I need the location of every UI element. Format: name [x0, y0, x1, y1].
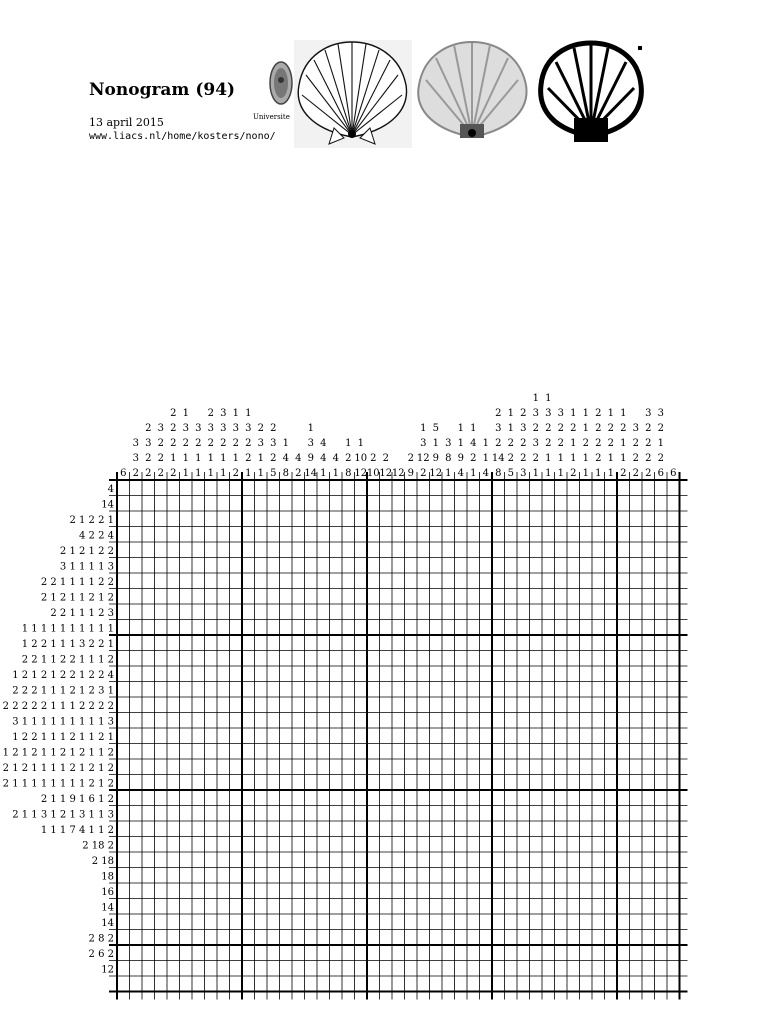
column-clue: 3	[232, 423, 239, 434]
column-clue: 1	[607, 453, 614, 464]
column-clue: 2	[495, 438, 502, 449]
column-clue: 2	[270, 423, 277, 434]
column-clue: 10	[366, 468, 380, 479]
column-clue: 3	[632, 423, 639, 434]
column-clue: 3	[132, 453, 139, 464]
column-clue: 2	[632, 438, 639, 449]
column-clue: 3	[195, 423, 202, 434]
column-clue: 9	[432, 453, 439, 464]
column-clue: 3	[207, 423, 214, 434]
column-clue: 1	[532, 468, 539, 479]
column-clue: 2	[257, 423, 264, 434]
column-clue: 3	[445, 438, 452, 449]
column-clue: 12	[416, 453, 430, 464]
row-clue: 3 1 1 1 1 1 1 1 1 1 3	[12, 716, 114, 728]
column-clue: 2	[470, 453, 477, 464]
column-clue: 14	[491, 453, 505, 464]
column-clue: 3	[557, 408, 564, 419]
column-clue: 3	[182, 423, 189, 434]
column-clue: 1	[357, 438, 364, 449]
column-clue: 5	[270, 468, 277, 479]
column-clue: 3	[545, 408, 552, 419]
row-clue: 2 6 2	[88, 948, 114, 960]
column-clue: 3	[532, 408, 539, 419]
column-clue: 9	[457, 453, 464, 464]
column-clue: 3	[257, 438, 264, 449]
column-clue: 1	[257, 453, 264, 464]
column-clue: 3	[245, 423, 252, 434]
column-clue: 2	[345, 453, 352, 464]
column-clue: 1	[657, 438, 664, 449]
column-clue: 6	[120, 468, 127, 479]
column-clue: 2	[145, 468, 152, 479]
column-clue: 1	[482, 453, 489, 464]
column-clue: 6	[670, 468, 677, 479]
url-text: www.liacs.nl/home/kosters/nono/	[89, 131, 276, 142]
column-clue: 12	[429, 468, 443, 479]
column-clue: 1	[245, 468, 252, 479]
column-clue: 2	[132, 468, 139, 479]
row-clue: 2 1 2 2 1	[69, 514, 114, 526]
column-clue: 2	[595, 423, 602, 434]
row-clue: 2 1 1 1 1 1 1 1 1 2 1 2	[2, 778, 114, 790]
column-clue: 2	[520, 453, 527, 464]
column-clue: 1	[545, 468, 552, 479]
row-clue: 1 2 1 2 1 2 2 1 2 2 4	[12, 669, 114, 681]
column-clue: 1	[607, 408, 614, 419]
row-clue: 4 2 2 4	[79, 530, 114, 542]
column-clue: 4	[470, 438, 477, 449]
column-clue: 2	[557, 423, 564, 434]
row-clue: 1 2 2 1 1 1 2 1 1 2 1	[12, 731, 114, 743]
column-clue: 1	[207, 468, 214, 479]
column-clue: 2	[507, 453, 514, 464]
column-clue: 1	[595, 468, 602, 479]
column-clue: 1	[507, 423, 514, 434]
row-clue: 16	[101, 886, 114, 898]
column-clue: 1	[620, 453, 627, 464]
column-clue: 3	[495, 423, 502, 434]
column-clue: 2	[632, 453, 639, 464]
row-clue: 2 2 2 2 2 1 1 1 2 2 2 2	[2, 700, 114, 712]
column-clue: 1	[457, 438, 464, 449]
column-clue: 2	[545, 423, 552, 434]
column-clue: 1	[232, 453, 239, 464]
column-clue: 1	[445, 468, 452, 479]
column-clue: 2	[520, 408, 527, 419]
column-clue: 1	[332, 468, 339, 479]
column-clue: 1	[432, 438, 439, 449]
column-clue: 2	[195, 438, 202, 449]
row-clue: 1 2 2 1 1 1 3 2 2 1	[21, 638, 114, 650]
column-clue: 2	[232, 468, 239, 479]
column-clue: 1	[570, 408, 577, 419]
column-clue: 3	[220, 408, 227, 419]
column-clue: 2	[182, 438, 189, 449]
column-clue: 1	[545, 453, 552, 464]
university-label: Universite	[253, 113, 290, 121]
column-clue: 1	[582, 453, 589, 464]
column-clue: 2	[532, 453, 539, 464]
column-clue: 1	[182, 408, 189, 419]
column-clue: 2	[170, 438, 177, 449]
column-clue: 1	[470, 468, 477, 479]
column-clue: 4	[295, 453, 302, 464]
row-clue: 2 2 1 1 1 2 3	[50, 607, 114, 619]
column-clue: 3	[145, 438, 152, 449]
column-clue: 4	[332, 453, 339, 464]
row-clue: 14	[101, 499, 114, 511]
column-clue: 1	[195, 453, 202, 464]
date-text: 13 april 2015	[89, 116, 164, 129]
column-clue: 1	[257, 468, 264, 479]
row-clue: 1 2 1 2 1 1 2 1 2 1 1 2	[2, 747, 114, 759]
column-clue: 2	[645, 423, 652, 434]
column-clue: 2	[157, 468, 164, 479]
column-clue: 1	[170, 453, 177, 464]
column-clue: 3	[645, 408, 652, 419]
row-clue: 14	[101, 917, 114, 929]
column-clue: 2	[645, 468, 652, 479]
column-clue: 2	[295, 468, 302, 479]
column-clue: 2	[532, 423, 539, 434]
column-clue: 8	[445, 453, 452, 464]
column-clue: 2	[495, 408, 502, 419]
column-clue: 2	[145, 423, 152, 434]
column-clue: 1	[220, 468, 227, 479]
column-clue: 9	[307, 453, 314, 464]
column-clue: 2	[207, 408, 214, 419]
column-clue: 1	[307, 423, 314, 434]
column-clue: 2	[570, 468, 577, 479]
column-clue: 1	[620, 408, 627, 419]
column-clue: 3	[520, 423, 527, 434]
column-clue: 1	[320, 468, 327, 479]
column-clue: 2	[507, 438, 514, 449]
row-clue: 14	[101, 902, 114, 914]
column-clue: 3	[270, 438, 277, 449]
row-clue: 18	[101, 871, 114, 883]
column-clue: 1	[282, 438, 289, 449]
row-clue: 3 1 1 1 1 3	[59, 561, 114, 573]
column-clue: 1	[582, 423, 589, 434]
column-clue: 2	[170, 423, 177, 434]
column-clue: 1	[545, 393, 552, 404]
column-clue: 8	[282, 468, 289, 479]
column-clue: 2	[657, 453, 664, 464]
column-clue: 2	[645, 453, 652, 464]
column-clue: 3	[532, 438, 539, 449]
column-clue: 1	[620, 438, 627, 449]
column-clue: 1	[582, 408, 589, 419]
column-clue: 3	[420, 438, 427, 449]
column-clue: 1	[232, 408, 239, 419]
row-clue: 1 1 1 7 4 1 1 2	[40, 824, 114, 836]
column-clue: 2	[157, 438, 164, 449]
column-clue: 2	[520, 438, 527, 449]
column-clue: 2	[270, 453, 277, 464]
column-clue: 1	[607, 468, 614, 479]
column-clue: 2	[582, 438, 589, 449]
column-clue: 2	[607, 423, 614, 434]
column-clue: 3	[307, 438, 314, 449]
column-clue: 2	[407, 453, 414, 464]
column-clue: 6	[657, 468, 664, 479]
column-clue: 2	[545, 438, 552, 449]
column-clue: 12	[391, 468, 405, 479]
column-clue: 2	[607, 438, 614, 449]
row-clue: 2 1 1 9 1 6 1 2	[40, 793, 114, 805]
row-clue: 12	[101, 964, 114, 976]
row-clue: 2 1 2 1 1 1 1 2 1 2 1 2	[2, 762, 114, 774]
column-clue: 8	[495, 468, 502, 479]
column-clue: 1	[470, 423, 477, 434]
row-clue: 2 2 2 1 1 1 2 1 2 3 1	[12, 685, 114, 697]
column-clue: 2	[657, 423, 664, 434]
column-clue: 1	[195, 468, 202, 479]
column-clue: 2	[595, 408, 602, 419]
column-clue: 14	[304, 468, 318, 479]
column-clue: 1	[457, 423, 464, 434]
column-clue: 3	[157, 423, 164, 434]
column-clue: 2	[645, 438, 652, 449]
row-clue: 2 18 2	[82, 840, 114, 852]
column-clue: 12	[354, 468, 368, 479]
column-clue: 4	[482, 468, 489, 479]
row-clue: 2 1 1 3 1 2 1 3 1 1 3	[12, 809, 114, 821]
column-clue: 1	[570, 438, 577, 449]
column-clue: 2	[620, 423, 627, 434]
column-clue: 2	[170, 468, 177, 479]
row-clue: 2 2 1 1 1 1 2 2	[40, 576, 114, 588]
row-clue: 2 2 1 1 2 2 1 1 1 2	[21, 654, 114, 666]
column-clue: 1	[582, 468, 589, 479]
row-clue: 2 1 2 1 1 2 1 2	[40, 592, 114, 604]
column-clue: 5	[507, 468, 514, 479]
column-clue: 4	[320, 453, 327, 464]
column-clue: 1	[345, 438, 352, 449]
column-clue: 2	[632, 468, 639, 479]
column-clue: 3	[657, 408, 664, 419]
column-clue: 1	[220, 453, 227, 464]
column-clue: 4	[320, 438, 327, 449]
column-clue: 2	[232, 438, 239, 449]
column-clue: 1	[570, 453, 577, 464]
column-clue: 12	[379, 468, 393, 479]
column-clue: 2	[420, 468, 427, 479]
row-clue: 4	[107, 483, 114, 495]
column-clue: 2	[170, 408, 177, 419]
column-clue: 1	[482, 438, 489, 449]
column-clue: 5	[432, 423, 439, 434]
column-clue: 8	[345, 468, 352, 479]
column-clue: 2	[245, 438, 252, 449]
row-clue: 2 8 2	[88, 933, 114, 945]
column-clue: 1	[557, 453, 564, 464]
column-clue: 1	[557, 468, 564, 479]
column-clue: 1	[532, 393, 539, 404]
column-clue: 1	[182, 453, 189, 464]
column-clue: 3	[132, 438, 139, 449]
column-clue: 2	[620, 468, 627, 479]
column-clue: 9	[407, 468, 414, 479]
column-clue: 1	[507, 408, 514, 419]
column-clue: 2	[570, 423, 577, 434]
column-clue: 2	[145, 453, 152, 464]
row-clue: 1 1 1 1 1 1 1 1 1 1	[21, 623, 114, 635]
column-clue: 10	[354, 453, 368, 464]
column-clue: 2	[207, 438, 214, 449]
page-title: Nonogram (94)	[89, 80, 236, 100]
column-clue: 4	[457, 468, 464, 479]
column-clue: 2	[595, 438, 602, 449]
column-clue: 2	[220, 438, 227, 449]
column-clue: 3	[220, 423, 227, 434]
row-clue: 2 1 2 1 2 2	[59, 545, 114, 557]
column-clue: 1	[245, 408, 252, 419]
column-clue: 2	[157, 453, 164, 464]
column-clue: 1	[182, 468, 189, 479]
column-clue: 1	[420, 423, 427, 434]
column-clue: 3	[520, 468, 527, 479]
column-clue: 4	[282, 453, 289, 464]
row-clue: 2 18	[91, 855, 114, 867]
column-clue: 1	[207, 453, 214, 464]
column-clue: 2	[245, 453, 252, 464]
column-clue: 2	[595, 453, 602, 464]
column-clue: 2	[370, 453, 377, 464]
column-clue: 2	[382, 453, 389, 464]
column-clue: 2	[557, 438, 564, 449]
